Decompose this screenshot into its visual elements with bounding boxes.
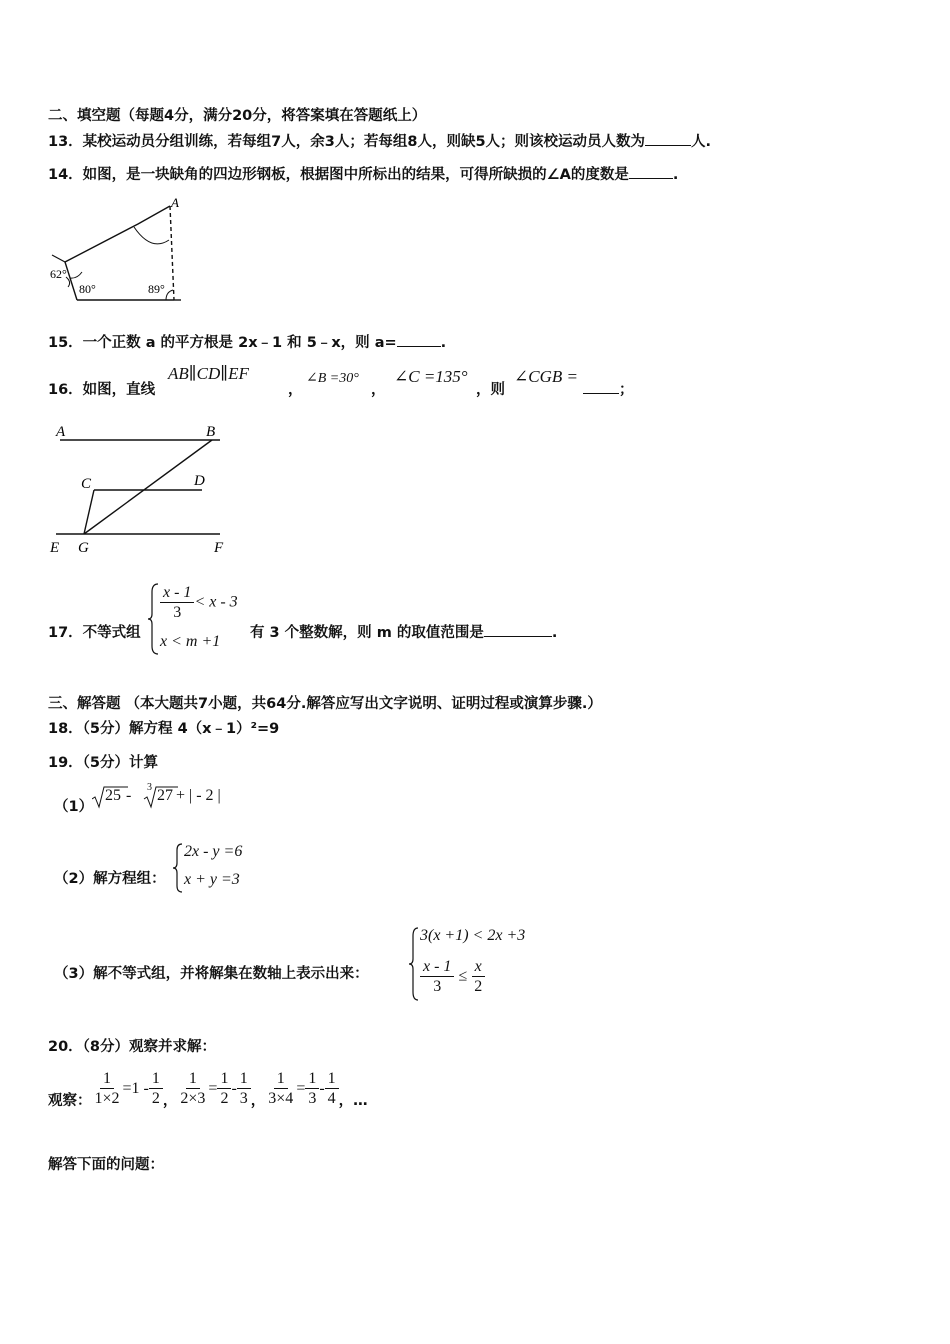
q14-shape-dashed <box>170 206 174 300</box>
q16-comma2: ， <box>371 382 386 398</box>
q16-label-a: A <box>56 424 66 440</box>
q13-text: 13．某校运动员分组训练，若每组7人，余3人；若每组8人，则缺5人；则该校运动员人数为 <box>48 134 646 150</box>
q16-comma1: ， <box>288 382 303 398</box>
q16-label-f: F <box>214 540 224 556</box>
q16-cond3: ∠C =135° <box>394 367 468 386</box>
q20-frac1b <box>149 1069 163 1108</box>
q20-eq1: =1 - <box>122 1079 149 1097</box>
q15-answer-blank[interactable] <box>397 332 441 347</box>
q16-segment-gb <box>84 440 212 534</box>
question-20: 20．（8分）观察并求解： <box>48 1039 217 1055</box>
q20-frac3 <box>265 1069 296 1108</box>
q14-extension-line <box>52 255 65 262</box>
question-18: 18．（5分）解方程 4（x﹣1）²=9 <box>48 721 280 737</box>
q16-label-c: C <box>81 476 92 492</box>
q14-arc-89 <box>166 290 173 300</box>
q19-p2-eq1: 2x - y =6 <box>184 843 243 860</box>
q19-p1-sqrt-value: 25 <box>105 787 121 804</box>
q20-frac3a <box>305 1069 319 1108</box>
q14-figure <box>44 192 194 304</box>
q19-p3-eq2 <box>420 957 485 996</box>
q19-p1-rest: + | - 2 | <box>176 787 221 804</box>
q16-prefix: 16．如图，直线 <box>48 382 156 398</box>
q16-then: ，则 <box>476 382 505 398</box>
q19-p2-eq2: x + y =3 <box>184 871 240 888</box>
section-3-title: 三、解答题 （本大题共7小题，共64分.解答应写出文字说明、证明过程或演算步骤.） <box>48 696 602 712</box>
q14-angle-80: 80° <box>79 282 96 296</box>
question-14 <box>48 163 678 184</box>
q16-label-b: B <box>206 424 216 440</box>
q19-p3-eq1: 3(x +1) < 2x +3 <box>420 927 526 944</box>
section-2-title: 二、填空题（每题4分，满分20分，将答案填在答题纸上） <box>48 108 427 124</box>
q16-suffix: ； <box>619 382 634 398</box>
question-13 <box>48 130 711 151</box>
q16-figure <box>44 418 244 560</box>
q20-ellipsis: ，… <box>338 1093 368 1109</box>
q19-p1-minus: - <box>126 787 132 804</box>
q20-frac2-num: 1 <box>186 1069 200 1089</box>
question-19: 19．（5分）计算 <box>48 755 159 771</box>
q20-frac1b-num: 1 <box>149 1069 163 1089</box>
q14-answer-blank[interactable] <box>629 164 673 179</box>
q17-answer-blank[interactable] <box>484 622 552 637</box>
q14-text: 14．如图，是一块缺角的四边形钢板，根据图中所标出的结果，可得所缺损的∠A的度数是 <box>48 167 629 183</box>
q17-frac-num: x - 1 <box>160 583 194 603</box>
q19-p3-frac-left-num: x - 1 <box>420 957 454 977</box>
q20-frac3-num: 1 <box>274 1069 288 1089</box>
q16-cond2: ∠B =30° <box>306 371 359 386</box>
q17-brace <box>146 582 160 656</box>
q17-suffix: . <box>551 625 558 641</box>
q20-frac3b-num: 1 <box>325 1069 339 1089</box>
q19-p1-cbrt-index: 3 <box>147 782 152 793</box>
q20-observe-label: 观察： <box>48 1093 92 1109</box>
q13-answer-blank[interactable] <box>645 131 691 146</box>
q16-answer-line <box>583 378 634 399</box>
q14-arc-80 <box>70 272 82 278</box>
q19-p3-brace <box>408 926 420 1002</box>
q20-observation <box>48 1067 368 1110</box>
q19-p3-frac-right-den: 2 <box>474 978 483 995</box>
q20-frac3b-den: 4 <box>327 1090 336 1107</box>
q14-suffix: . <box>672 167 679 183</box>
q20-answer-prompt: 解答下面的问题： <box>48 1157 164 1173</box>
q14-arc-missing <box>134 227 169 244</box>
q19-p1-label: （1） <box>54 799 94 815</box>
q20-sep1: ， <box>162 1093 178 1109</box>
q20-frac2b <box>237 1069 251 1108</box>
q20-frac3a-num: 1 <box>305 1069 319 1089</box>
q15-suffix: . <box>440 335 447 351</box>
q19-p3-frac-left-den: 3 <box>433 978 442 995</box>
question-15 <box>48 331 446 352</box>
q20-frac2a-num: 1 <box>217 1069 231 1089</box>
q20-frac2-den: 2×3 <box>180 1090 206 1107</box>
q20-frac1 <box>92 1069 123 1108</box>
q20-frac1-den: 1×2 <box>94 1090 120 1107</box>
q17-prefix: 17．不等式组 <box>48 625 141 641</box>
q17-frac-den: 3 <box>173 604 182 621</box>
q20-frac3a-den: 3 <box>308 1090 317 1107</box>
q16-label-d: D <box>194 473 205 489</box>
q20-sep2: ， <box>250 1093 266 1109</box>
q16-cond1: AB∥CD∥EF <box>168 364 249 383</box>
q19-p3-frac-left <box>420 957 454 996</box>
q20-frac1-num: 1 <box>100 1069 114 1089</box>
q17-line1-rest: < x - 3 <box>194 593 238 611</box>
q20-eq2: = <box>208 1079 218 1097</box>
q17-line1 <box>160 583 238 622</box>
q20-minus3: - <box>319 1079 325 1097</box>
q19-p2-label: （2）解方程组： <box>54 871 166 887</box>
q20-frac3b <box>325 1069 339 1108</box>
q20-frac2a-den: 2 <box>220 1090 229 1107</box>
q16-target: ∠CGB = <box>514 367 578 386</box>
q20-frac1b-den: 2 <box>151 1090 160 1107</box>
q13-suffix: 人. <box>691 134 712 150</box>
q20-frac2a <box>217 1069 231 1108</box>
q14-label-a: A <box>171 195 179 210</box>
q17-mid: 有 3 个整数解，则 m 的取值范围是 <box>250 625 484 641</box>
q16-label-g: G <box>78 540 89 556</box>
q19-p2-brace <box>172 842 184 894</box>
q20-frac3-den: 3×4 <box>268 1090 294 1107</box>
q20-frac2b-num: 1 <box>237 1069 251 1089</box>
q14-angle-89: 89° <box>148 282 165 296</box>
q19-p3-leq: ≤ <box>454 967 472 985</box>
q17-line2: x < m +1 <box>160 633 221 650</box>
q20-frac2b-den: 3 <box>239 1090 248 1107</box>
q17-mid-wrapper <box>250 621 557 642</box>
q14-angle-62: 62° <box>50 267 67 281</box>
q16-answer-blank[interactable] <box>583 379 619 394</box>
q20-frac2 <box>177 1069 208 1108</box>
q19-p3-frac-right <box>471 957 485 996</box>
q16-label-e: E <box>50 540 60 556</box>
q19-p1-cbrt-value: 27 <box>157 787 173 804</box>
q15-text: 15．一个正数 a 的平方根是 2x﹣1 和 5﹣x，则 a= <box>48 335 397 351</box>
q17-fraction <box>160 583 194 622</box>
q19-p3-label: （3）解不等式组，并将解集在数轴上表示出来： <box>54 966 369 982</box>
q20-minus2: - <box>231 1079 237 1097</box>
q20-eq3: = <box>296 1079 306 1097</box>
q19-p3-frac-right-num: x <box>472 957 485 977</box>
